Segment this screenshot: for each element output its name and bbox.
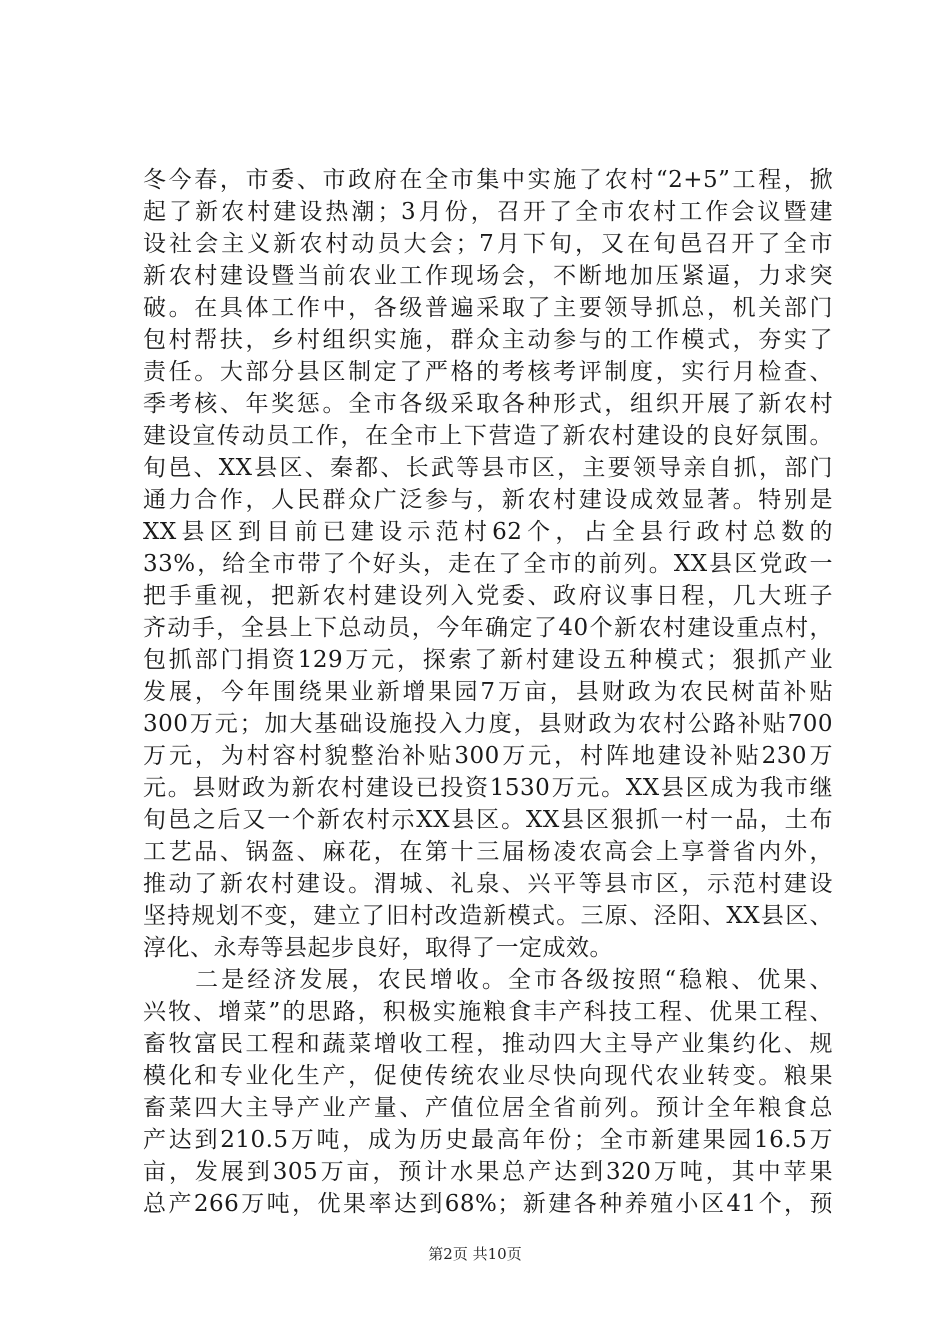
text-line: 通力合作，人民群众广泛参与，新农村建设成效显著。特别是 bbox=[143, 487, 833, 513]
text-line: 总产266万吨，优果率达到68%；新建各种养殖小区41个，预 bbox=[143, 1191, 833, 1217]
text-line: 发展，今年围绕果业新增果园7万亩，县财政为农民树苗补贴 bbox=[143, 679, 833, 705]
text-line: 万元，为村容村貌整治补贴300万元，村阵地建设补贴230万 bbox=[143, 743, 833, 769]
text-line: 冬今春，市委、市政府在全市集中实施了农村“2+5”工程，掀 bbox=[143, 167, 833, 193]
text-line: 把手重视，把新农村建设列入党委、政府议事日程，几大班子 bbox=[143, 583, 833, 609]
text-line: 包村帮扶，乡村组织实施，群众主动参与的工作模式，夯实了 bbox=[143, 327, 833, 353]
text-line: 300万元；加大基础设施投入力度，县财政为农村公路补贴700 bbox=[143, 711, 833, 737]
text-line: 二是经济发展，农民增收。全市各级按照“稳粮、优果、 bbox=[143, 967, 833, 993]
text-line: 淳化、永寿等县起步良好，取得了一定成效。 bbox=[143, 935, 613, 961]
text-line: XX县区到目前已建设示范村62个，占全县行政村总数的 bbox=[143, 519, 833, 545]
text-line: 季考核、年奖惩。全市各级采取各种形式，组织开展了新农村 bbox=[143, 391, 833, 417]
text-line: 责任。大部分县区制定了严格的考核考评制度，实行月检查、 bbox=[143, 359, 833, 385]
text-line: 模化和专业化生产，促使传统农业尽快向现代农业转变。粮果 bbox=[143, 1063, 833, 1089]
text-line: 畜牧富民工程和蔬菜增收工程，推动四大主导产业集约化、规 bbox=[143, 1031, 833, 1057]
text-line: 齐动手，全县上下总动员，今年确定了40个新农村建设重点村， bbox=[143, 615, 833, 641]
text-line: 新农村建设暨当前农业工作现场会，不断地加压紧逼，力求突 bbox=[143, 263, 833, 289]
text-line: 工艺品、锅盔、麻花，在第十三届杨凌农高会上享誉省内外， bbox=[143, 839, 833, 865]
body-text bbox=[143, 164, 833, 1220]
text-line: 33%，给全市带了个好头，走在了全市的前列。XX县区党政一 bbox=[143, 551, 833, 577]
text-line: 亩，发展到305万亩，预计水果总产达到320万吨，其中苹果 bbox=[143, 1159, 833, 1185]
text-line: 起了新农村建设热潮；3月份，召开了全市农村工作会议暨建 bbox=[143, 199, 833, 225]
text-line: 坚持规划不变，建立了旧村改造新模式。三原、泾阳、XX县区、 bbox=[143, 903, 833, 929]
text-line: 包抓部门捐资129万元，探索了新村建设五种模式；狠抓产业 bbox=[143, 647, 833, 673]
text-line: 畜菜四大主导产业产量、产值位居全省前列。预计全年粮食总 bbox=[143, 1095, 833, 1121]
text-line: 产达到210.5万吨，成为历史最高年份；全市新建果园16.5万 bbox=[143, 1127, 833, 1153]
page-number-footer: 第2页 共10页 bbox=[428, 1245, 522, 1263]
text-line: 元。县财政为新农村建设已投资1530万元。XX县区成为我市继 bbox=[143, 775, 833, 801]
text-line: 兴牧、增菜”的思路，积极实施粮食丰产科技工程、优果工程、 bbox=[143, 999, 833, 1025]
text-line: 推动了新农村建设。渭城、礼泉、兴平等县市区，示范村建设 bbox=[143, 871, 833, 897]
text-line: 旬邑之后又一个新农村示XX县区。XX县区狠抓一村一品，土布 bbox=[143, 807, 833, 833]
text-line: 建设宣传动员工作，在全市上下营造了新农村建设的良好氛围。 bbox=[143, 423, 833, 449]
text-line: 破。在具体工作中，各级普遍采取了主要领导抓总，机关部门 bbox=[143, 295, 833, 321]
text-line: 旬邑、XX县区、秦都、长武等县市区，主要领导亲自抓，部门 bbox=[143, 455, 833, 481]
text-line: 设社会主义新农村动员大会；7月下旬，又在旬邑召开了全市 bbox=[143, 231, 833, 257]
